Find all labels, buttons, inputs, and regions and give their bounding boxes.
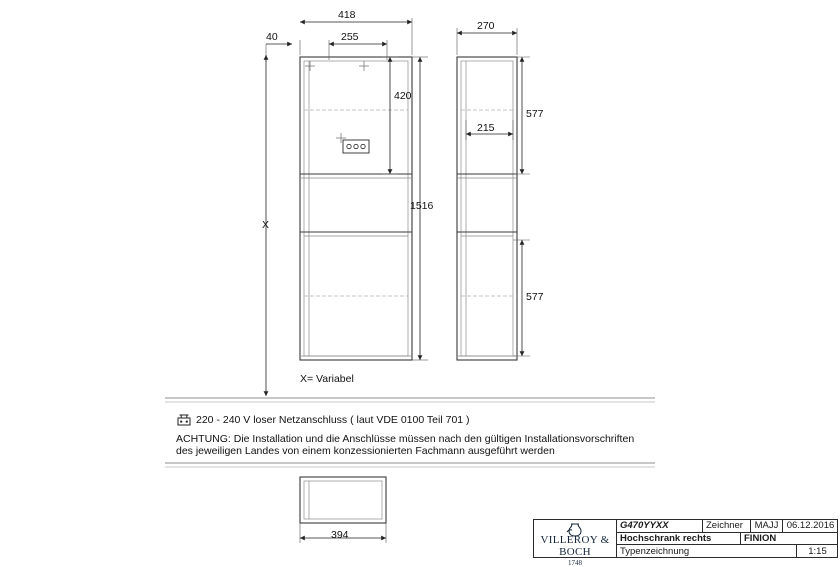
dim-side-upper-height: 577 [526,108,544,120]
note-power-supply: 220 - 240 V loser Netzanschluss ( laut VDE 0100 Teil 701 ) [196,414,470,426]
villeroy-boch-vase-icon [564,523,586,537]
variable-legend: X= Variabel [300,373,354,385]
dim-overall-width: 418 [338,9,356,21]
dim-offset-left: 40 [266,31,278,43]
product-name: Hochschrank rechts [617,533,741,545]
note-warning-line2: des jeweiligen Landes von einem konzessionierten Fachmann ausgeführt werden [176,445,555,457]
dim-total-height: 1516 [410,200,434,212]
brand-name: VILLEROY & BOCH [540,534,610,558]
dim-inner-width: 255 [341,31,359,43]
dim-bottom-width: 394 [331,529,349,541]
title-block-row-type [617,545,838,557]
title-block-row-product [617,533,838,546]
dim-side-lower-height: 577 [526,291,544,303]
power-plug-icon [177,414,191,426]
dim-side-depth: 270 [477,20,495,32]
drawing-date: 06.12.2016 [786,520,835,532]
note-warning-line1: ACHTUNG: Die Installation und die Anschlüsse müssen nach den gültigen Installationsvorschriften [176,433,635,445]
title-block [533,519,838,567]
brand-year: 1748 [568,559,582,567]
drawer-label: Zeichner [703,520,751,532]
dim-side-inner-depth: 215 [477,122,495,134]
title-block-row-article [617,520,838,533]
drawing-scale: 1:15 [808,545,827,557]
article-number: G470YYXX [617,520,703,532]
brand-logo [534,520,617,567]
dim-upper-section-height: 420 [394,90,412,102]
collection-name: FINION [744,532,777,544]
drawing-type: Typenzeichnung [617,545,797,557]
variable-marker: X [262,219,270,231]
drawer-name: MAJJ [751,520,783,532]
